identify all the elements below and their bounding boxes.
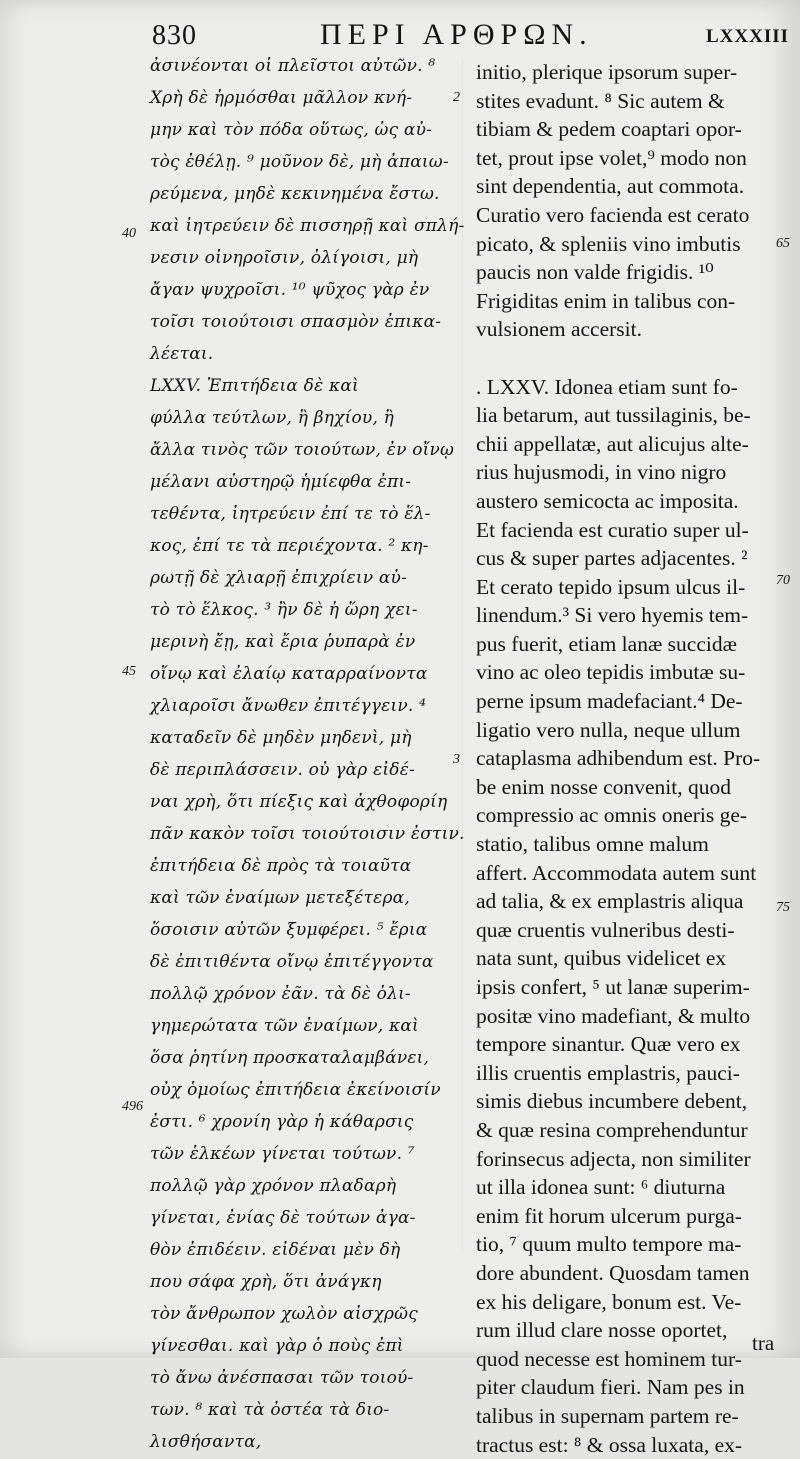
latin-text-line: stites evadunt. ⁸ Sic autem & (476, 87, 776, 116)
latin-text-line: ligatio vero nulla, neque ullum (476, 716, 776, 745)
greek-text-line: μην καὶ τὸν πόδα οὕτως, ὡς αὐ- (150, 114, 450, 146)
latin-text-line: ut illa idonea sunt: ⁶ diuturna (476, 1173, 776, 1202)
latin-text-line: tibiam & pedem coaptari opor- (476, 115, 776, 144)
greek-text-line: πᾶν κακὸν τοῖσι τοιούτοισιν ἐστιν. (150, 818, 450, 850)
greek-text-line: νεσιν οἰνηροῖσιν, ὀλίγοισι, μὴ (150, 242, 450, 274)
latin-text-line: simis diebus incumbere debent, (476, 1087, 776, 1116)
latin-text-line: & quæ resina comprehenduntur (476, 1116, 776, 1145)
latin-text-line: nata sunt, quibus videlicet ex (476, 944, 776, 973)
greek-text-line: ἐστι. ⁶ χρονίη γὰρ ἡ κάθαρσις (150, 1106, 450, 1138)
margin-number-3: 3 (453, 752, 460, 768)
latin-text-line (476, 344, 776, 373)
greek-text-line: γημερώτατα τῶν ἐναίμων, καὶ (150, 1010, 450, 1042)
greek-text-line: τῶν ἑλκέων γίνεται τούτων. ⁷ (150, 1138, 450, 1170)
greek-text-line: ἀσινέονται οἱ πλεῖστοι αὐτῶν. ⁸ (150, 50, 450, 82)
greek-text-line: καὶ ἰητρεύειν δὲ πισσηρῇ καὶ σπλή- (150, 210, 450, 242)
latin-text-line: paucis non valde frigidis. ¹⁰ (476, 258, 776, 287)
margin-number-45: 45 (122, 664, 136, 680)
latin-text-line: quæ cruentis vulneribus desti- (476, 916, 776, 945)
latin-text-line: cus & super partes adjacentes. ² (476, 544, 776, 573)
latin-text-line: Et cerato tepido ipsum ulcus il- (476, 573, 776, 602)
greek-text-line: λισθήσαντα, (150, 1426, 450, 1458)
greek-column (150, 50, 450, 1458)
greek-text-line: καὶ τῶν ἐναίμων μετεξέτερα, (150, 882, 450, 914)
greek-text-line: γίνεσθαι. καὶ γὰρ ὁ ποὺς ἐπὶ (150, 1330, 450, 1362)
margin-number-70: 70 (776, 573, 790, 589)
greek-text-line: πολλῷ γὰρ χρόνον πλαδαρὴ (150, 1170, 450, 1202)
greek-text-line: μερινὴ ἔῃ, καὶ ἔρια ῥυπαρὰ ἐν (150, 626, 450, 658)
latin-text-line: initio, plerique ipsorum super- (476, 58, 776, 87)
latin-text-line: ipsis confert, ⁵ ut lanæ superim- (476, 973, 776, 1002)
latin-text-line: dore abundent. Quosdam tamen (476, 1259, 776, 1288)
greek-text-line: κος, ἐπί τε τὰ περιέχοντα. ² κη- (150, 530, 450, 562)
greek-text-line: ἄλλα τινὸς τῶν τοιούτων, ἐν οἴνῳ (150, 434, 450, 466)
latin-text-line: piter claudum fieri. Nam pes in (476, 1373, 776, 1402)
section-mark: LXXXIII (706, 26, 789, 48)
greek-text-line: Χρὴ δὲ ἡρμόσθαι μᾶλλον κνή- (150, 82, 450, 114)
latin-text-line: Curatio vero facienda est cerato (476, 201, 776, 230)
latin-text-line: forinsecus adjecta, non similiter (476, 1145, 776, 1174)
greek-text-line: τεθέντα, ἰητρεύειν ἐπί τε τὸ ἕλ- (150, 498, 450, 530)
latin-text-line: cataplasma adhibendum est. Pro- (476, 744, 776, 773)
greek-text-line: φύλλα τεύτλων, ἢ βηχίου, ἢ (150, 402, 450, 434)
latin-text-line: quod necesse est hominem tur- (476, 1345, 776, 1374)
margin-number-75: 75 (776, 900, 790, 916)
greek-text-line: καταδεῖν δὲ μηδὲν μηδενὶ, μὴ (150, 722, 450, 754)
latin-text-line: statio, talibus omne malum (476, 830, 776, 859)
greek-text-line: ἐπιτήδεια δὲ πρὸς τὰ τοιαῦτα (150, 850, 450, 882)
greek-text-line: θὸν ἐπιδέειν. εἰδέναι μὲν δὴ (150, 1234, 450, 1266)
latin-text-line: talibus in supernam partem re- (476, 1402, 776, 1431)
latin-text-line: picato, & spleniis vino imbutis (476, 230, 776, 259)
greek-text-line: ρωτῇ δὲ χλιαρῇ ἐπιχρίειν αὐ- (150, 562, 450, 594)
latin-text-line: lia betarum, aut tussilaginis, be- (476, 401, 776, 430)
greek-text-line: ναι χρὴ, ὅτι πίεξις καὶ ἀχθοφορίη (150, 786, 450, 818)
latin-text-line: linendum.³ Si vero hyemis tem- (476, 601, 776, 630)
latin-text-line: Frigiditas enim in talibus con- (476, 287, 776, 316)
catchword: tra (752, 1331, 774, 1356)
latin-text-line: vulsionem accersit. (476, 315, 776, 344)
latin-text-line: illis cruentis emplastris, pauci- (476, 1059, 776, 1088)
latin-text-line: . LXXV. Idonea etiam sunt fo- (476, 373, 776, 402)
latin-text-line: positæ vino madefiant, & multo (476, 1002, 776, 1031)
running-title: ΠΕΡΙ ΑΡΘΡΩΝ. (320, 18, 593, 52)
page-number: 830 (152, 20, 197, 52)
greek-text-line: τὸν ἄνθρωπον χωλὸν αἰσχρῶς (150, 1298, 450, 1330)
latin-text-line: pus fuerit, etiam lanæ succidæ (476, 630, 776, 659)
latin-text-line: austero semicocta ac imposita. (476, 487, 776, 516)
greek-text-line: οὐχ ὁμοίως ἐπιτήδεια ἐκείνοισίν (150, 1074, 450, 1106)
greek-text-line: των. ⁸ καὶ τὰ ὀστέα τὰ διο- (150, 1394, 450, 1426)
margin-number-40: 40 (122, 226, 136, 242)
latin-text-line: perne ipsum madefaciant.⁴ De- (476, 687, 776, 716)
latin-text-line: compressio ac omnis oneris ge- (476, 801, 776, 830)
greek-text-line: ὅσα ῥητίνη προσκαταλαμβάνει, (150, 1042, 450, 1074)
latin-text-line: ex his deligare, bonum est. Ve- (476, 1288, 776, 1317)
latin-text-line: chii appellatæ, aut alicujus alte- (476, 430, 776, 459)
column-gutter (462, 60, 463, 1250)
greek-text-line: ρεύμενα, μηδὲ κεκινημένα ἔστω. (150, 178, 450, 210)
greek-text-line: δὲ ἐπιτιθέντα οἴνῳ ἐπιτέγγοντα (150, 946, 450, 978)
greek-text-line: χλιαροῖσι ἄνωθεν ἐπιτέγγειν. ⁴ (150, 690, 450, 722)
margin-number-496: 496 (122, 1099, 143, 1115)
greek-text-line: LXXV. Ἐπιτήδεια δὲ καὶ (150, 370, 450, 402)
latin-text-line: rius hujusmodi, in vino nigro (476, 458, 776, 487)
greek-text-line: μέλανι αὐστηρῷ ἡμίεφθα ἐπι- (150, 466, 450, 498)
latin-text-line: enim fit horum ulcerum purga- (476, 1202, 776, 1231)
greek-text-line: λέεται. (150, 338, 450, 370)
margin-number-65: 65 (776, 236, 790, 252)
greek-text-line: τοῖσι τοιούτοισι σπασμὸν ἐπικα- (150, 306, 450, 338)
greek-text-line: πολλῷ χρόνον ἐᾶν. τὰ δὲ ὀλι- (150, 978, 450, 1010)
latin-text-line: ad talia, & ex emplastris aliqua (476, 887, 776, 916)
latin-text-line: tet, prout ipse volet,⁹ modo non (476, 144, 776, 173)
margin-number-2: 2 (453, 90, 460, 106)
latin-text-line: Et facienda est curatio super ul- (476, 516, 776, 545)
latin-text-line: rum illud clare nosse oportet, (476, 1316, 776, 1345)
latin-column (476, 58, 776, 1459)
latin-text-line: vino ac oleo tepidis imbutæ su- (476, 658, 776, 687)
greek-text-line: τὸς ἐθέλῃ. ⁹ μοῦνον δὲ, μὴ ἀπαιω- (150, 146, 450, 178)
greek-text-line: που σάφα χρὴ, ὅτι ἀνάγκη (150, 1266, 450, 1298)
greek-text-line: ἄγαν ψυχροῖσι. ¹⁰ ψῦχος γὰρ ἐν (150, 274, 450, 306)
greek-text-line: γίνεται, ἐνίας δὲ τούτων ἀγα- (150, 1202, 450, 1234)
greek-text-line: ὅσοισιν αὐτῶν ξυμφέρει. ⁵ ἔρια (150, 914, 450, 946)
greek-text-line: οἴνῳ καὶ ἐλαίῳ καταρραίνοντα (150, 658, 450, 690)
latin-text-line: affert. Accommodata autem sunt (476, 859, 776, 888)
greek-text-line: δὲ περιπλάσσειν. οὐ γὰρ εἰδέ- (150, 754, 450, 786)
latin-text-line: be enim nosse convenit, quod (476, 773, 776, 802)
latin-text-line: tio, ⁷ quum multo tempore ma- (476, 1230, 776, 1259)
latin-text-line: tempore sinantur. Quæ vero ex (476, 1030, 776, 1059)
latin-text-line: sint dependentia, aut commota. (476, 172, 776, 201)
latin-text-line: tractus est: ⁸ & ossa luxata, ex- (476, 1431, 776, 1459)
greek-text-line: τὸ ἄνω ἀνέσπασαι τῶν τοιού- (150, 1362, 450, 1394)
greek-text-line: τὸ τὸ ἕλκος. ³ ἢν δὲ ἡ ὥρη χει- (150, 594, 450, 626)
